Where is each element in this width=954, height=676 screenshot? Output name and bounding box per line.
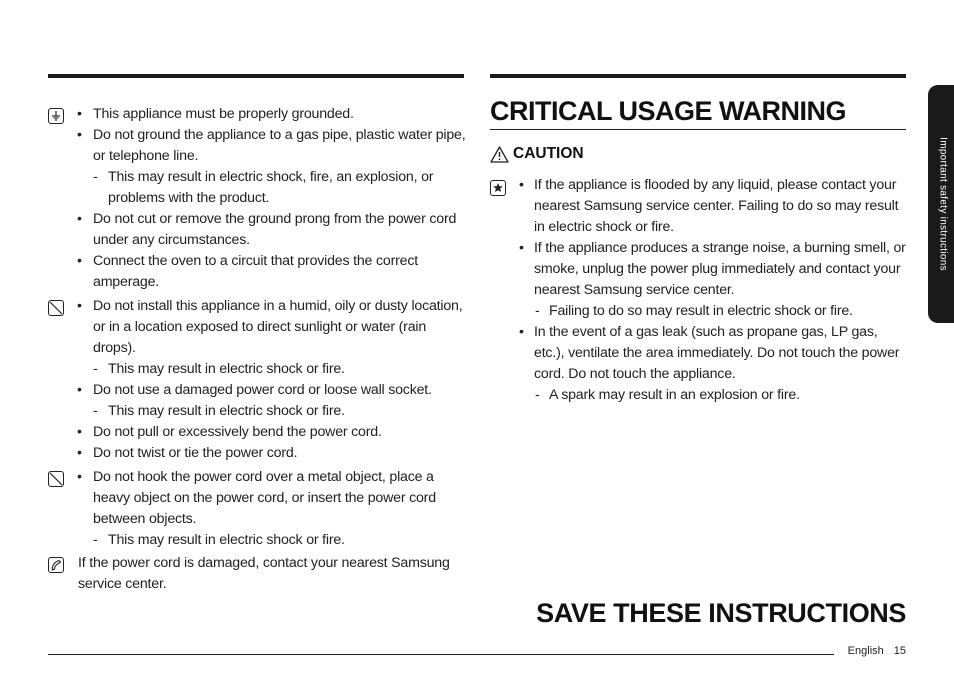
- list-item: • Do not ground the appliance to a gas pipe, plastic water pipe, or telephone line.: [48, 125, 466, 167]
- warning-triangle-icon: [490, 146, 509, 163]
- list-item: • Connect the oven to a circuit that provides the correct amperage.: [48, 251, 466, 293]
- contact-note-group: [48, 553, 466, 595]
- list-subitem: - Failing to do so may result in electric shock or fire.: [490, 301, 908, 322]
- side-tab-label: Important safety instructions: [937, 137, 949, 271]
- hook-cord-group: [48, 467, 466, 551]
- right-column-top-rule: [490, 74, 906, 78]
- list-item: • Do not hook the power cord over a metal object, place a heavy object on the power cord, or insert the power cord between objects.: [48, 467, 466, 530]
- list-item: • Do not twist or tie the power cord.: [48, 443, 466, 464]
- list-item: • Do not pull or excessively bend the power cord.: [48, 422, 466, 443]
- list-subitem: - This may result in electric shock or fire.: [48, 401, 466, 422]
- footer-rule: [48, 654, 834, 655]
- list-item: • If the appliance produces a strange noise, a burning smell, or smoke, unplug the power plug immediately and contact your nearest Samsung service center.: [490, 238, 908, 301]
- section-title-underline: [490, 129, 906, 130]
- footer-language: English: [847, 645, 884, 657]
- list-item: • Do not use a damaged power cord or loose wall socket.: [48, 380, 466, 401]
- caution-group: [490, 175, 908, 406]
- right-column: [490, 175, 908, 406]
- list-item: • If the appliance is flooded by any liquid, please contact your nearest Samsung service center. Failing to do so may result in electric shock or fire.: [490, 175, 908, 238]
- section-title: CRITICAL USAGE WARNING: [490, 96, 847, 126]
- left-column: [48, 104, 466, 595]
- grounding-group: [48, 104, 466, 293]
- left-column-top-rule: [48, 74, 464, 78]
- list-item: • This appliance must be properly grounded.: [48, 104, 466, 125]
- location-cord-group: [48, 296, 466, 464]
- list-subitem: - This may result in electric shock or fire.: [48, 359, 466, 380]
- page-number: 15: [893, 645, 906, 657]
- phone-icon: [48, 557, 64, 573]
- save-instructions-title: SAVE THESE INSTRUCTIONS: [536, 598, 906, 628]
- list-item: • Do not cut or remove the ground prong from the power cord under any circumstances.: [48, 209, 466, 251]
- list-subitem: - This may result in electric shock, fire, an explosion, or problems with the product.: [48, 167, 466, 209]
- contact-note: If the power cord is damaged, contact your nearest Samsung service center.: [78, 555, 450, 592]
- caution-label: CAUTION: [513, 145, 584, 162]
- list-subitem: - This may result in electric shock or fire.: [48, 530, 466, 551]
- list-item: • Do not install this appliance in a humid, oily or dusty location, or in a location exposed to direct sunlight or water (rain drops).: [48, 296, 466, 359]
- footer: [838, 645, 906, 657]
- side-section-tab: [928, 85, 954, 323]
- list-item: • In the event of a gas leak (such as propane gas, LP gas, etc.), ventilate the area immediately. Do not touch the power cord. Do not touch the appliance.: [490, 322, 908, 385]
- list-subitem: - A spark may result in an explosion or fire.: [490, 385, 908, 406]
- caution-heading: [490, 145, 584, 163]
